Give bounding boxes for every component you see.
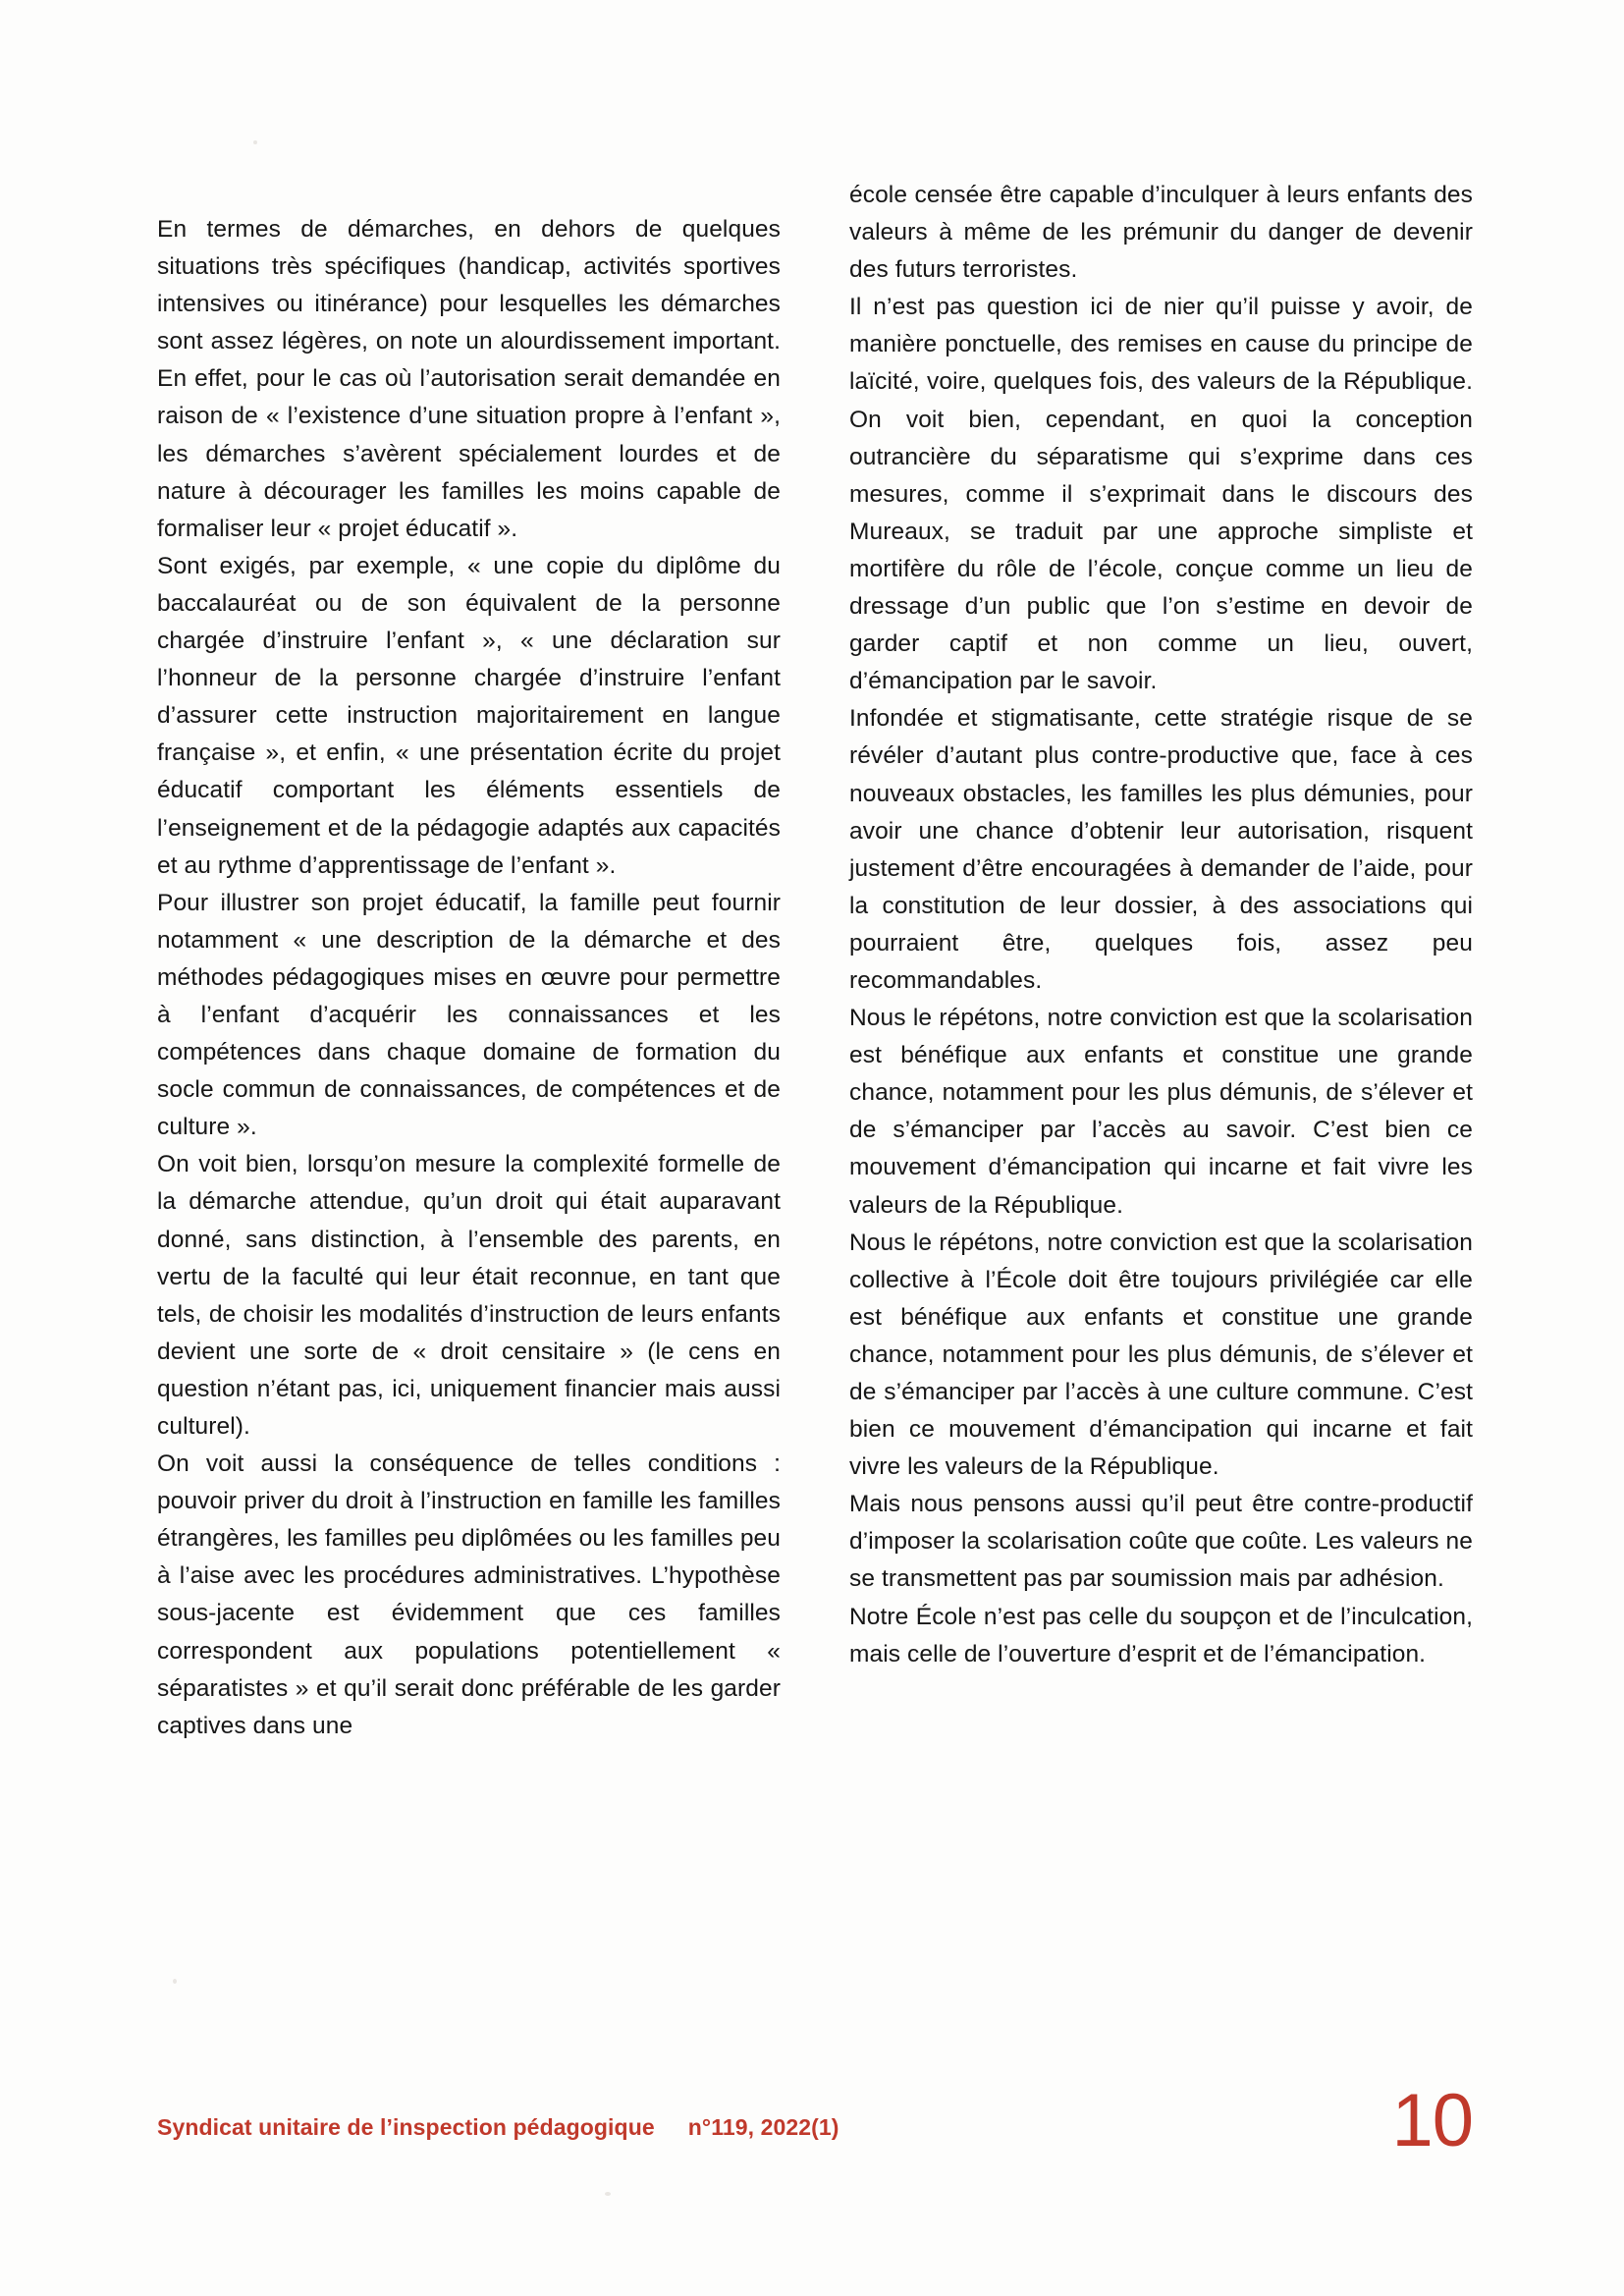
paragraph: En termes de démarches, en dehors de quelques situations très spécifiques (handicap, activités sportives intensives ou itinérance) pour lesquelles les démarches sont assez légères, on note un alourdissement important. En effet, pour le cas où l’autorisation serait demandée en raison de « l’existence d’une situation propre à l’enfant », les démarches s’avèrent spécialement lourdes et de nature à décourager les familles les moins capable de formaliser leur « projet éducatif ». <box>157 216 781 542</box>
organization-name: Syndicat unitaire de l’inspection pédagogique <box>157 2114 655 2140</box>
scan-speck <box>253 140 257 144</box>
paragraph: Infondée et stigmatisante, cette stratégie risque de se révéler d’autant plus contre-productive que, face à ces nouveaux obstacles, les familles les plus démunies, pour avoir une chance d’obtenir leur autorisation, risquent justement d’être encouragées à demander de l’aide, pour la constitution de leur dossier, à des associations qui pourraient être, quelques fois, assez peu recommandables. <box>849 705 1473 994</box>
paragraph: Nous le répétons, notre conviction est que la scolarisation est bénéfique aux enfants et constitue une grande chance, notamment pour les plus démunis, de s’élever et de s’émanciper par l’accès au savoir. C’est bien ce mouvement d’émancipation qui incarne et fait vivre les valeurs de la République. <box>849 1005 1473 1219</box>
scan-speck <box>605 2192 611 2196</box>
paragraph: Pour illustrer son projet éducatif, la famille peut fournir notamment « une description de la démarche et des méthodes pédagogiques mises en œuvre pour permettre à l’enfant d’acquérir les connaissances et les compétences dans chaque domaine de formation du socle commun de connaissances, de compétences et de culture ». <box>157 889 781 1141</box>
paragraph: On voit bien, lorsqu’on mesure la complexité formelle de la démarche attendue, qu’un droit qui était auparavant donné, sans distinction, à l’ensemble des parents, en vertu de la faculté qui leur était reconnue, en tant que tels, de choisir les modalités d’instruction de leurs enfants devient une sorte de « droit censitaire » (le cens en question n’étant pas, ici, uniquement financier mais aussi culturel). <box>157 1151 781 1440</box>
paragraph: Sont exigés, par exemple, « une copie du diplôme du baccalauréat ou de son équivalent de la personne chargée d’instruire l’enfant », « une déclaration sur l’honneur de la personne chargée d’instruire l’enfant d’assurer cette instruction majoritairement en langue française », et enfin, « une présentation écrite du projet éducatif comportant les éléments essentiels de l’enseignement et de la pédagogie adaptés aux capacités et au rythme d’apprentissage de l’enfant ». <box>157 552 781 879</box>
issue-number: n°119, 2022(1) <box>687 2114 839 2140</box>
paragraph: Nous le répétons, notre conviction est que la scolarisation collective à l’École doit être toujours privilégiée car elle est bénéfique aux enfants et constitue une grande chance, notamment pour les plus démunis, de s’élever et de s’émanciper par l’accès à une culture commune. C’est bien ce mouvement d’émancipation qui incarne et fait vivre les valeurs de la République. <box>849 1229 1473 1481</box>
page-footer <box>157 2074 1473 2162</box>
footer-text <box>157 2114 839 2141</box>
left-column <box>157 211 781 1745</box>
paragraph: Mais nous pensons aussi qu’il peut être contre-productif d’imposer la scolarisation coûte que coûte. Les valeurs ne se transmettent pas par soumission mais par adhésion. <box>849 1491 1473 1593</box>
paragraph: Notre École n’est pas celle du soupçon et de l’inculcation, mais celle de l’ouverture d’esprit et de l’émancipation. <box>849 1603 1473 1667</box>
body-columns <box>157 182 1473 1745</box>
page-number: 10 <box>1391 2078 1473 2162</box>
paragraph: Il n’est pas question ici de nier qu’il puisse y avoir, de manière ponctuelle, des remises en cause du principe de laïcité, voire, quelques fois, des valeurs de la République. On voit bien, cependant, en quoi la conception outrancière du séparatisme qui s’exprime dans ces mesures, comme il s’exprimait dans le discours des Mureaux, se traduit par une approche simpliste et mortifère du rôle de l’école, conçue comme un lieu de dressage d’un public que l’on s’estime en devoir de garder captif et non comme un lieu, ouvert, d’émancipation par le savoir. <box>849 294 1473 695</box>
scan-speck <box>173 1979 177 1984</box>
right-column <box>849 177 1473 1745</box>
paragraph: école censée être capable d’inculquer à leurs enfants des valeurs à même de les prémunir du danger de devenir des futurs terroristes. <box>849 182 1473 284</box>
paragraph: On voit aussi la conséquence de telles conditions : pouvoir priver du droit à l’instruction en famille les familles étrangères, les familles peu diplômées ou les familles peu à l’aise avec les procédures administratives. L’hypothèse sous-jacente est évidemment que ces familles correspondent aux populations potentiellement « séparatistes » et qu’il serait donc préférable de les garder captives dans une <box>157 1450 781 1739</box>
